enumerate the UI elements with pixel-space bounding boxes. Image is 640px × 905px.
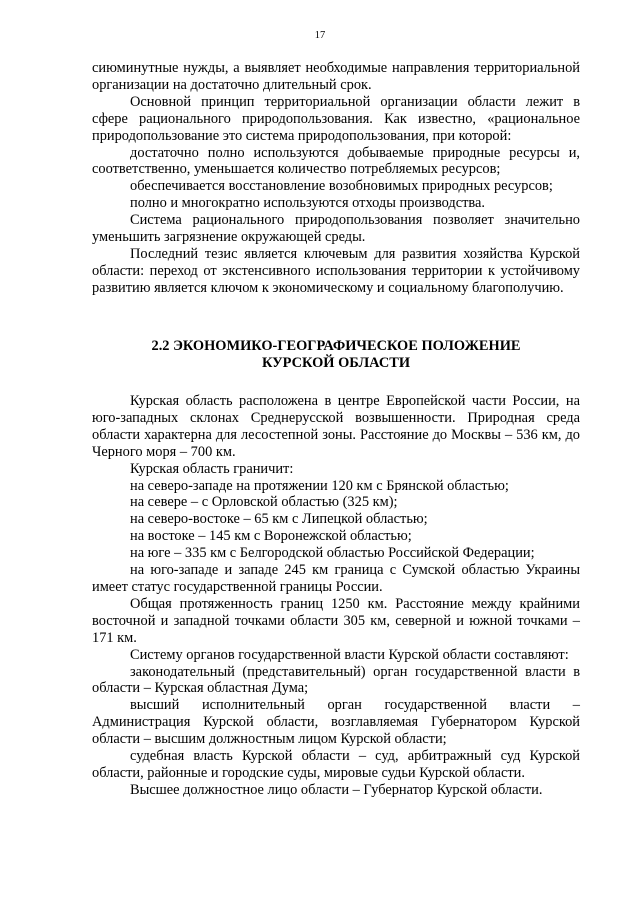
paragraph: Курская область граничит: [130, 460, 294, 477]
paragraph: на севере – с Орловской областью (325 км); [130, 494, 398, 511]
paragraph: достаточно полно используются добываемые природные ресурсы и, соответственно, уменьшается количество потребляемых ресурсов; [92, 144, 580, 178]
paragraph: Высшее должностное лицо области – Губернатор Курской области. [130, 781, 543, 798]
section-heading-line-1: 2.2 ЭКОНОМИКО-ГЕОГРАФИЧЕСКОЕ ПОЛОЖЕНИЕ [151, 338, 521, 354]
paragraph: судебная власть Курской области – суд, арбитражный суд Курской области, районные и городские суды, мировые судьи Курской области. [92, 748, 580, 781]
paragraph: Основной принцип территориальной организации области лежит в сфере рационального природопользования. Как известно, «рациональное природопользование это система природопользования, при которой: [92, 93, 580, 144]
paragraph: на северо-западе на протяжении 120 км с Брянской областью; [130, 477, 509, 494]
paragraph: на юго-западе и западе 245 км граница с Сумской областью Украины имеет статус государственной границы России. [92, 562, 580, 595]
paragraph: на юге – 335 км с Белгородской областью Российской Федерации; [130, 545, 535, 562]
paragraph: Общая протяженность границ 1250 км. Расстояние между крайними восточной и западной точками области 305 км, северной и южной точками – 171 км. [92, 595, 580, 646]
paragraph: полно и многократно используются отходы производства. [130, 195, 486, 212]
paragraph: обеспечивается восстановление возобновимых природных ресурсов; [130, 178, 553, 195]
paragraph: Система рационального природопользования позволяет значительно уменьшить загрязнение окружающей среды. [92, 212, 580, 246]
paragraph: сиюминутные нужды, а выявляет необходимые направления территориальной организации на достаточно длительный срок. [92, 60, 580, 93]
paragraph: высший исполнительный орган государственной власти – Администрация Курской области, возглавляемая Губернатором Курской области – высшим должностным лицом Курской области; [92, 697, 580, 748]
section-heading-line-2: КУРСКОЙ ОБЛАСТИ [261, 355, 411, 371]
paragraph: на северо-востоке – 65 км с Липецкой областью; [130, 511, 428, 528]
paragraph: Курская область расположена в центре Европейской части России, на юго-западных склонах Среднерусской возвышенности. Природная среда области характерна для лесостепной зоны. Расстояние до Москвы – 536 км, до Черного моря – 700 км. [92, 393, 580, 460]
section-text-block [92, 393, 580, 799]
section-heading [92, 338, 580, 372]
intro-text-block [92, 60, 580, 297]
paragraph: Систему органов государственной власти Курской области составляют: [130, 646, 569, 663]
page-number: 17 [314, 30, 326, 41]
paragraph: на востоке – 145 км с Воронежской областью; [130, 528, 412, 545]
paragraph: Последний тезис является ключевым для развития хозяйства Курской области: переход от экстенсивного использования территории к устойчивому развитию является ключом к экономическому и социальному благополучию. [92, 245, 580, 296]
paragraph: законодательный (представительный) орган государственной власти в области – Курская областная Дума; [92, 663, 580, 697]
